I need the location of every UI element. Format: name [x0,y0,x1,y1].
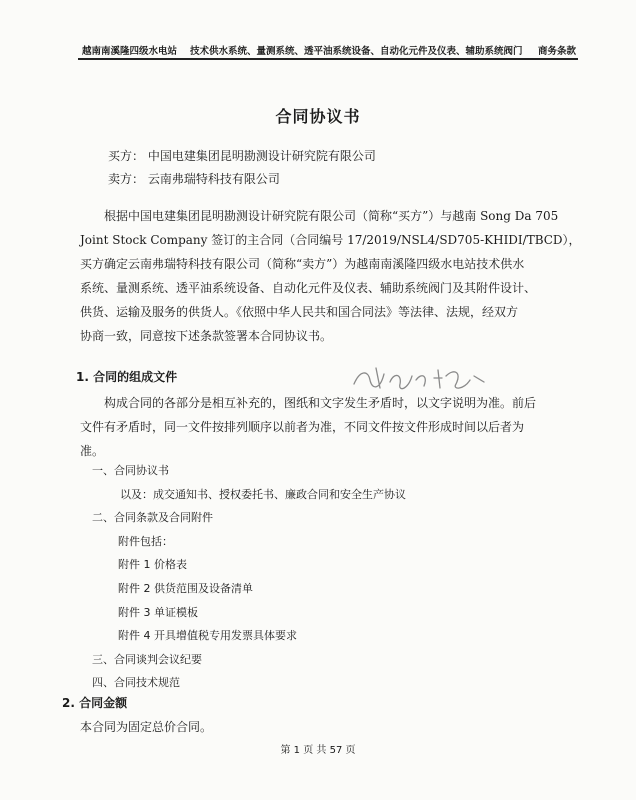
doc-item-1-extra: 以及：成交通知书、授权委托书、廉政合同和安全生产协议 [120,488,406,501]
header-section: 商务条款 [537,46,576,57]
page-number: 第 1 页 共 57 页 [280,745,356,756]
attachments-label: 附件包括： [118,535,173,548]
section-2-heading: 2. 合同金额 [62,696,128,710]
intro-line-2: Joint Stock Company 签订的主合同（合同编号 17/2019/NSL4/SD705-KHIDI/TBCD）， [80,233,581,247]
attachment-3: 附件 3 单证模板 [118,606,198,619]
doc-item-4: 四、合同技术规范 [92,676,180,689]
buyer-line: 买方： 中国电建集团昆明勘测设计研究院有限公司 [108,149,376,163]
intro-line-1: 根据中国电建集团昆明勘测设计研究院有限公司（简称“买方”）与越南 Song Da 705 [104,209,559,223]
section-1-text-1: 构成合同的各部分是相互补充的，图纸和文字发生矛盾时，以文字说明为准。前后 [104,396,537,410]
intro-line-5: 供货、运输及服务的供货人。《依照中华人民共和国合同法》等法律、法规，经双方 [80,305,519,319]
handwritten-signature [350,362,490,396]
attachment-2: 附件 2 供货范围及设备清单 [118,582,253,595]
intro-line-3: 买方确定云南弗瑞特科技有限公司（简称“卖方”）为越南南溪隆四级水电站技术供水 [80,257,525,271]
attachment-4: 附件 4 开具增值税专用发票具体要求 [118,629,297,642]
header-scope: 技术供水系统、量测系统、透平油系统设备、自动化元件及仪表、辅助系统阀门 [190,46,523,57]
doc-item-3: 三、合同谈判会议纪要 [92,653,202,666]
doc-item-2: 二、合同条款及合同附件 [92,511,213,524]
page-header [78,40,578,60]
intro-line-4: 系统、量测系统、透平油系统设备、自动化元件及仪表、辅助系统阀门及其附件设计、 [80,281,537,295]
section-1-text-2: 文件有矛盾时，同一文件按排列顺序以前者为准，不同文件按文件形成时间以后者为 [80,420,525,434]
header-project: 越南南溪隆四级水电站 [82,46,178,57]
document-title: 合同协议书 [275,107,361,126]
attachment-1: 附件 1 价格表 [118,558,187,571]
section-2-text: 本合同为固定总价合同。 [80,720,213,734]
section-1-text-3: 准。 [80,444,105,458]
intro-line-6: 协商一致，同意按下述条款签署本合同协议书。 [80,329,333,343]
seller-line: 卖方： 云南弗瑞特科技有限公司 [108,172,280,186]
doc-item-1: 一、合同协议书 [92,464,169,477]
section-1-heading: 1. 合同的组成文件 [76,370,178,384]
